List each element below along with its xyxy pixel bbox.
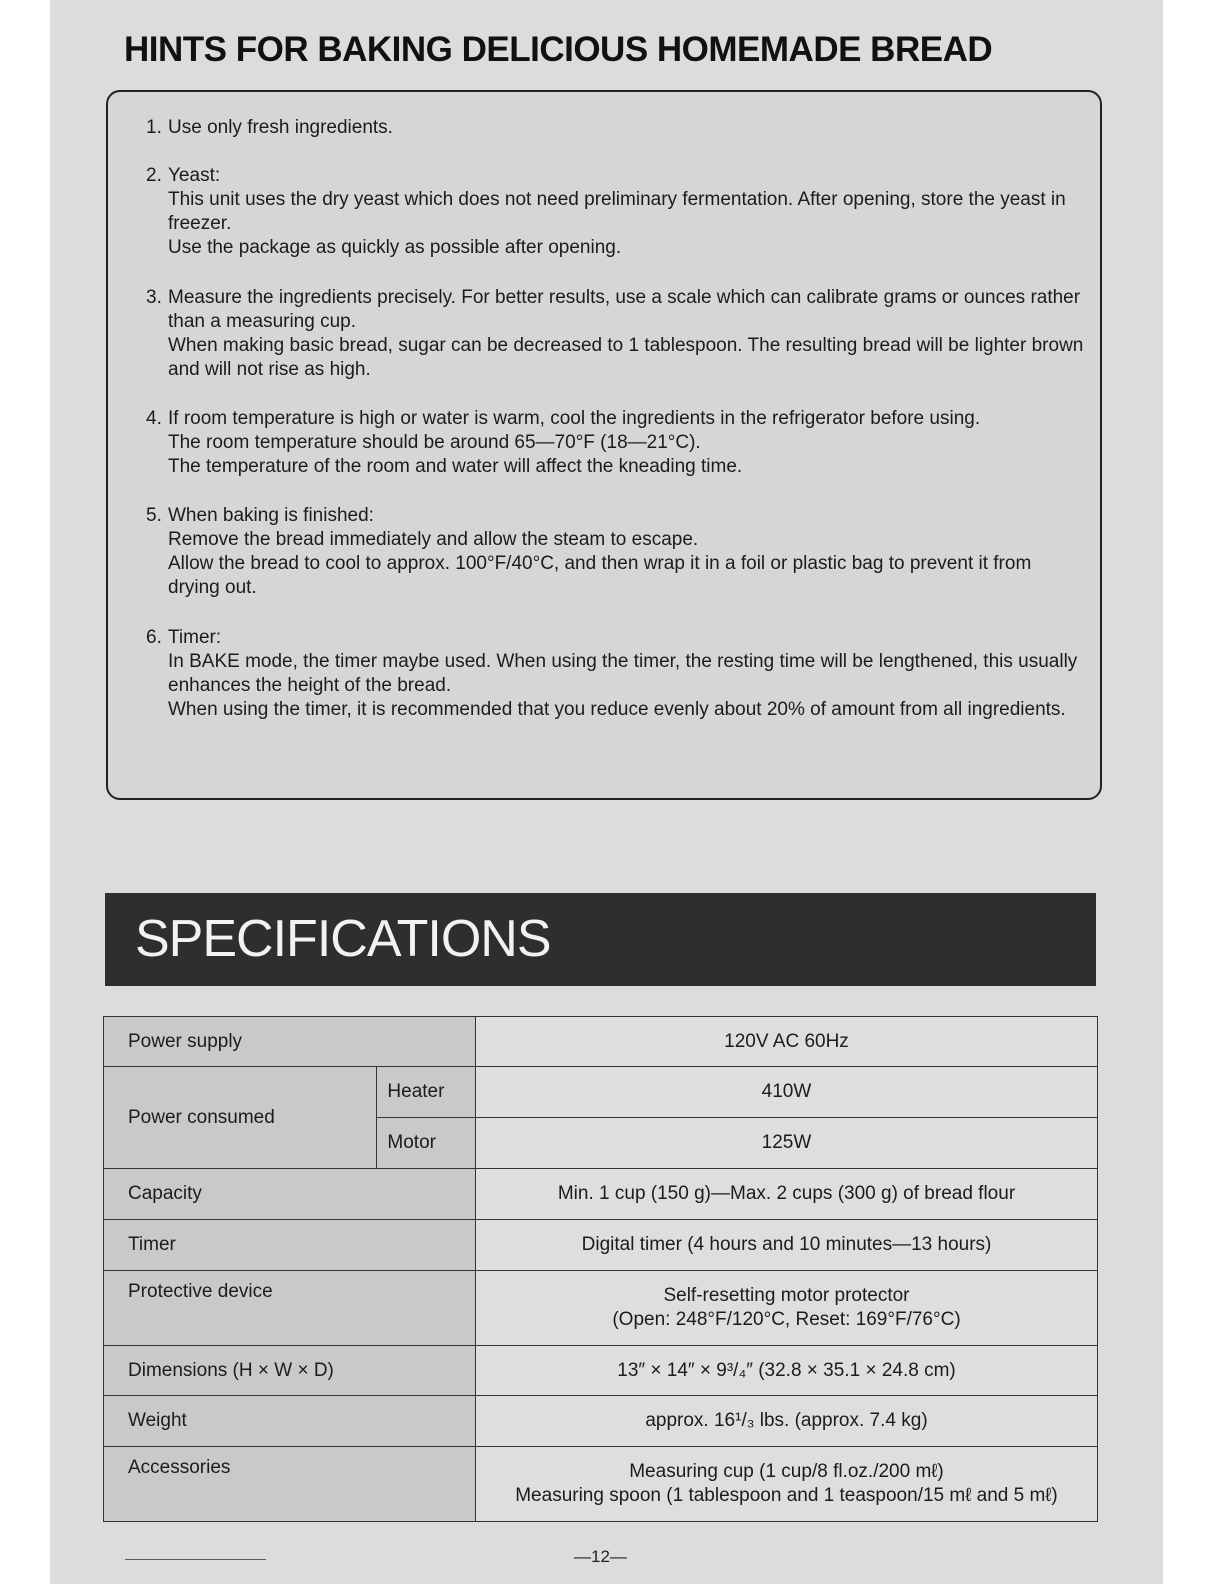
spec-value: 120V AC 60Hz <box>476 1017 1098 1067</box>
hint-line: When baking is finished: <box>168 505 374 526</box>
table-row <box>104 1396 1098 1447</box>
spec-label: Protective device <box>104 1271 476 1346</box>
footer-rule <box>125 1559 266 1560</box>
spec-label: Dimensions (H × W × D) <box>104 1346 476 1396</box>
specifications-title: SPECIFICATIONS <box>135 910 551 968</box>
hint-6 <box>146 626 1086 722</box>
table-row <box>104 1447 1098 1522</box>
hint-1 <box>146 116 1086 140</box>
spec-value-line: Measuring cup (1 cup/8 fl.oz./200 mℓ) <box>629 1461 944 1482</box>
hint-line: When making basic bread, sugar can be decreased to 1 tablespoon. The resulting bread will be lighter brown and will not rise as high. <box>168 335 1084 380</box>
hint-line: If room temperature is high or water is warm, cool the ingredients in the refrigerator before using. <box>168 408 981 429</box>
hint-4 <box>146 407 1086 479</box>
spec-value: 13″ × 14″ × 9³/₄″ (32.8 × 35.1 × 24.8 cm) <box>476 1346 1098 1396</box>
hint-number: 3. <box>146 287 162 308</box>
table-row <box>104 1017 1098 1067</box>
spec-sublabel: Heater <box>377 1067 476 1118</box>
table-row <box>104 1169 1098 1220</box>
spec-value: 410W <box>476 1067 1098 1118</box>
table-row <box>104 1067 1098 1118</box>
table-row <box>104 1220 1098 1271</box>
hint-line: The room temperature should be around 65—70°F (18—21°C). <box>168 432 701 453</box>
hint-3 <box>146 286 1086 382</box>
hint-line: Remove the bread immediately and allow the steam to escape. <box>168 529 699 550</box>
specifications-banner <box>105 893 1096 986</box>
hint-5 <box>146 504 1086 600</box>
spec-value <box>476 1447 1098 1522</box>
hint-line: Use the package as quickly as possible after opening. <box>168 237 622 258</box>
hint-number: 6. <box>146 627 162 648</box>
spec-label: Power consumed <box>104 1067 377 1169</box>
hint-line: Use only fresh ingredients. <box>168 117 393 138</box>
spec-value-line: Measuring spoon (1 tablespoon and 1 teaspoon/15 mℓ and 5 mℓ) <box>515 1485 1058 1506</box>
hint-number: 5. <box>146 505 162 526</box>
hint-number: 2. <box>146 165 162 186</box>
spec-value: Min. 1 cup (150 g)—Max. 2 cups (300 g) of bread flour <box>476 1169 1098 1220</box>
spec-label: Power supply <box>104 1017 476 1067</box>
spec-value <box>476 1271 1098 1346</box>
spec-value: Digital timer (4 hours and 10 minutes—13 hours) <box>476 1220 1098 1271</box>
hint-line: When using the timer, it is recommended that you reduce evenly about 20% of amount from all ingredients. <box>168 699 1066 720</box>
spec-value: 125W <box>476 1118 1098 1169</box>
spec-value-line: Self-resetting motor protector <box>663 1285 910 1306</box>
hint-line: Measure the ingredients precisely. For better results, use a scale which can calibrate grams or ounces rather than a measuring cup. <box>168 287 1081 332</box>
spec-label: Accessories <box>104 1447 476 1522</box>
hint-2 <box>146 164 1086 260</box>
hint-line: Yeast: <box>168 165 221 186</box>
hint-number: 1. <box>146 117 162 138</box>
specifications-table <box>103 1016 1098 1522</box>
hint-line: Timer: <box>168 627 222 648</box>
spec-label: Weight <box>104 1396 476 1447</box>
table-row <box>104 1346 1098 1396</box>
hint-line: The temperature of the room and water will affect the kneading time. <box>168 456 743 477</box>
spec-label: Capacity <box>104 1169 476 1220</box>
table-row <box>104 1271 1098 1346</box>
spec-value: approx. 16¹/₃ lbs. (approx. 7.4 kg) <box>476 1396 1098 1447</box>
hint-line: This unit uses the dry yeast which does not need preliminary fermentation. After opening, store the yeast in freezer. <box>168 189 1066 234</box>
hint-number: 4. <box>146 408 162 429</box>
spec-sublabel: Motor <box>377 1118 476 1169</box>
spec-value-line: (Open: 248°F/120°C, Reset: 169°F/76°C) <box>612 1309 961 1330</box>
spec-label: Timer <box>104 1220 476 1271</box>
hint-line: Allow the bread to cool to approx. 100°F/40°C, and then wrap it in a foil or plastic bag to prevent it from drying out. <box>168 553 1032 598</box>
page-number: —12— <box>574 1547 627 1566</box>
hints-title: HINTS FOR BAKING DELICIOUS HOMEMADE BREAD <box>124 30 993 69</box>
page-margin <box>1163 0 1224 1584</box>
hint-line: In BAKE mode, the timer maybe used. When using the timer, the resting time will be lengthened, this usually enhances the height of the bread. <box>168 651 1078 696</box>
